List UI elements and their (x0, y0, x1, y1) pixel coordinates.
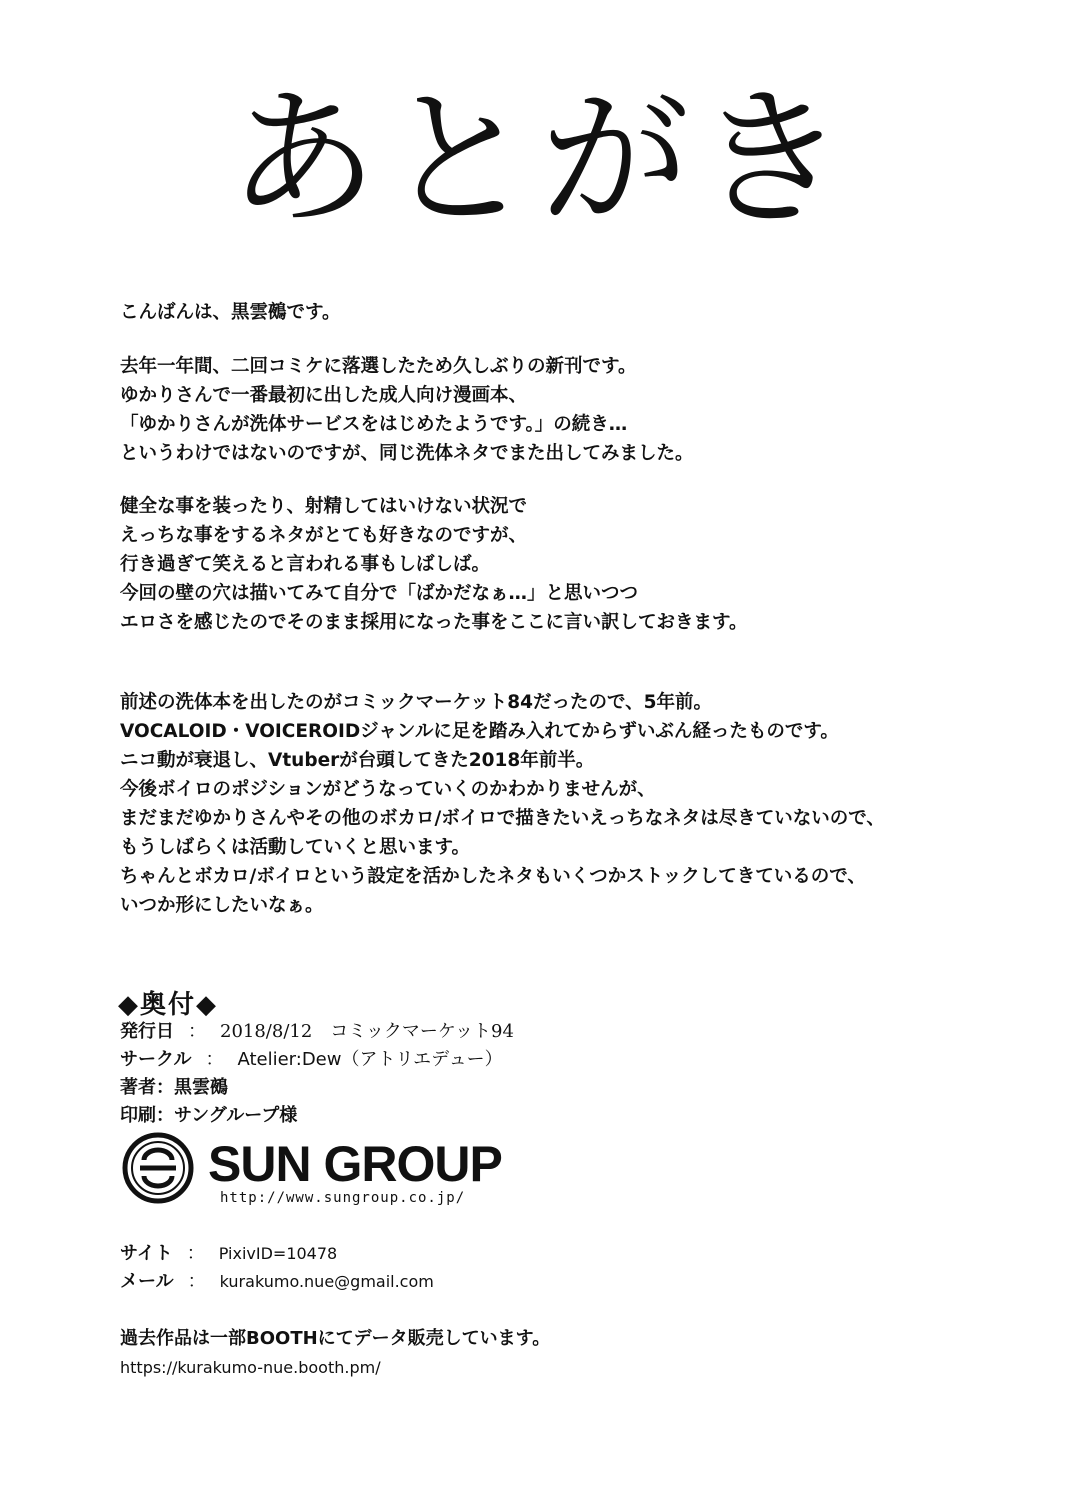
text-line: 健全な事を装ったり、射精してはいけない状況で (120, 496, 528, 517)
printer-row (120, 1102, 514, 1130)
logo-url: http://www.sungroup.co.jp/ (220, 1190, 466, 1206)
text-line: ニコ動が衰退し、Vtuberが台頭してきた2018年前半。 (120, 750, 595, 771)
paragraph-2 (120, 352, 1020, 468)
circle-row (120, 1046, 514, 1074)
separator: ： (205, 1049, 224, 1070)
booth-info (120, 1324, 550, 1382)
colophon-heading: ◆奥付◆ (118, 990, 218, 1020)
mail-value: kurakumo.nue@gmail.com (219, 1272, 434, 1291)
text-line: エロさを感じたのでそのまま採用になった事をここに言い訳しておきます。 (120, 612, 748, 633)
site-label: サイト (120, 1243, 173, 1264)
author-value: 黒雲鵺 (174, 1077, 228, 1098)
text-line: もうしばらくは活動していくと思います。 (120, 837, 471, 858)
site-value: PixivID=10478 (218, 1244, 338, 1263)
colophon (120, 1018, 514, 1130)
text-line: 行き過ぎて笑えると言われる事もしばしば。 (120, 554, 491, 575)
page-title: あとがき (227, 73, 852, 247)
contact-info (120, 1240, 434, 1296)
printer-label: 印刷： (120, 1105, 174, 1126)
greeting-paragraph (120, 298, 1020, 327)
booth-url: https://kurakumo-nue.booth.pm/ (120, 1358, 381, 1377)
separator: ： (188, 1021, 206, 1042)
separator: ： (186, 1243, 205, 1264)
site-row (120, 1240, 434, 1268)
mail-row (120, 1268, 434, 1296)
issue-date-row (120, 1018, 514, 1046)
printer-value: サングループ様 (174, 1105, 298, 1126)
text-line: まだまだゆかりさんやその他のボカロ/ボイロで描きたいえっちなネタは尽きていないので、 (120, 808, 885, 829)
booth-note: 過去作品は一部BOOTHにてデータ販売しています。 (120, 1328, 551, 1349)
text-line: ゆかりさんで一番最初に出した成人向け漫画本、 (120, 385, 528, 406)
text-line: 前述の洗体本を出したのがコミックマーケット84だったので、5年前。 (120, 692, 712, 713)
sun-group-emblem-icon (122, 1132, 202, 1212)
text-line: 去年一年間、二回コミケに落選したため久しぶりの新刊です。 (120, 356, 637, 377)
text-line: 今後ボイロのポジションがどうなっていくのかわかりませんが、 (120, 779, 656, 800)
paragraph-3 (120, 492, 1020, 637)
text-line: 今回の壁の穴は描いてみて自分で「ばかだなぁ…」と思いつつ (120, 583, 639, 604)
logo-wordmark: SUN GROUP (208, 1136, 502, 1192)
text-line: こんばんは、黒雲鵺です。 (120, 302, 341, 323)
text-line: VOCALOID・VOICEROIDジャンルに足を踏み入れてからずいぶん経ったものです。 (120, 721, 839, 742)
sun-group-logo (122, 1132, 522, 1212)
circle-label: サークル (120, 1049, 192, 1070)
author-label: 著者： (120, 1077, 174, 1098)
author-row (120, 1074, 514, 1102)
text-line: ちゃんとボカロ/ボイロという設定を活かしたネタもいくつかストックしてきているので、 (120, 866, 866, 887)
mail-label: メール (120, 1271, 174, 1292)
paragraph-4 (120, 688, 1020, 920)
text-line: いつか形にしたいなぁ。 (120, 895, 324, 916)
circle-value: Atelier:Dew（アトリエデュー） (237, 1049, 503, 1070)
text-line: というわけではないのですが、同じ洗体ネタでまた出してみました。 (120, 443, 694, 464)
text-line: えっちな事をするネタがとても好きなのですが、 (120, 525, 528, 546)
issue-date-label: 発行日 (120, 1021, 174, 1042)
issue-date-value: 2018/8/12 コミックマーケット94 (220, 1021, 514, 1042)
separator: ： (187, 1271, 206, 1292)
text-line: 「ゆかりさんが洗体サービスをはじめたようです。」の続き… (120, 414, 628, 435)
